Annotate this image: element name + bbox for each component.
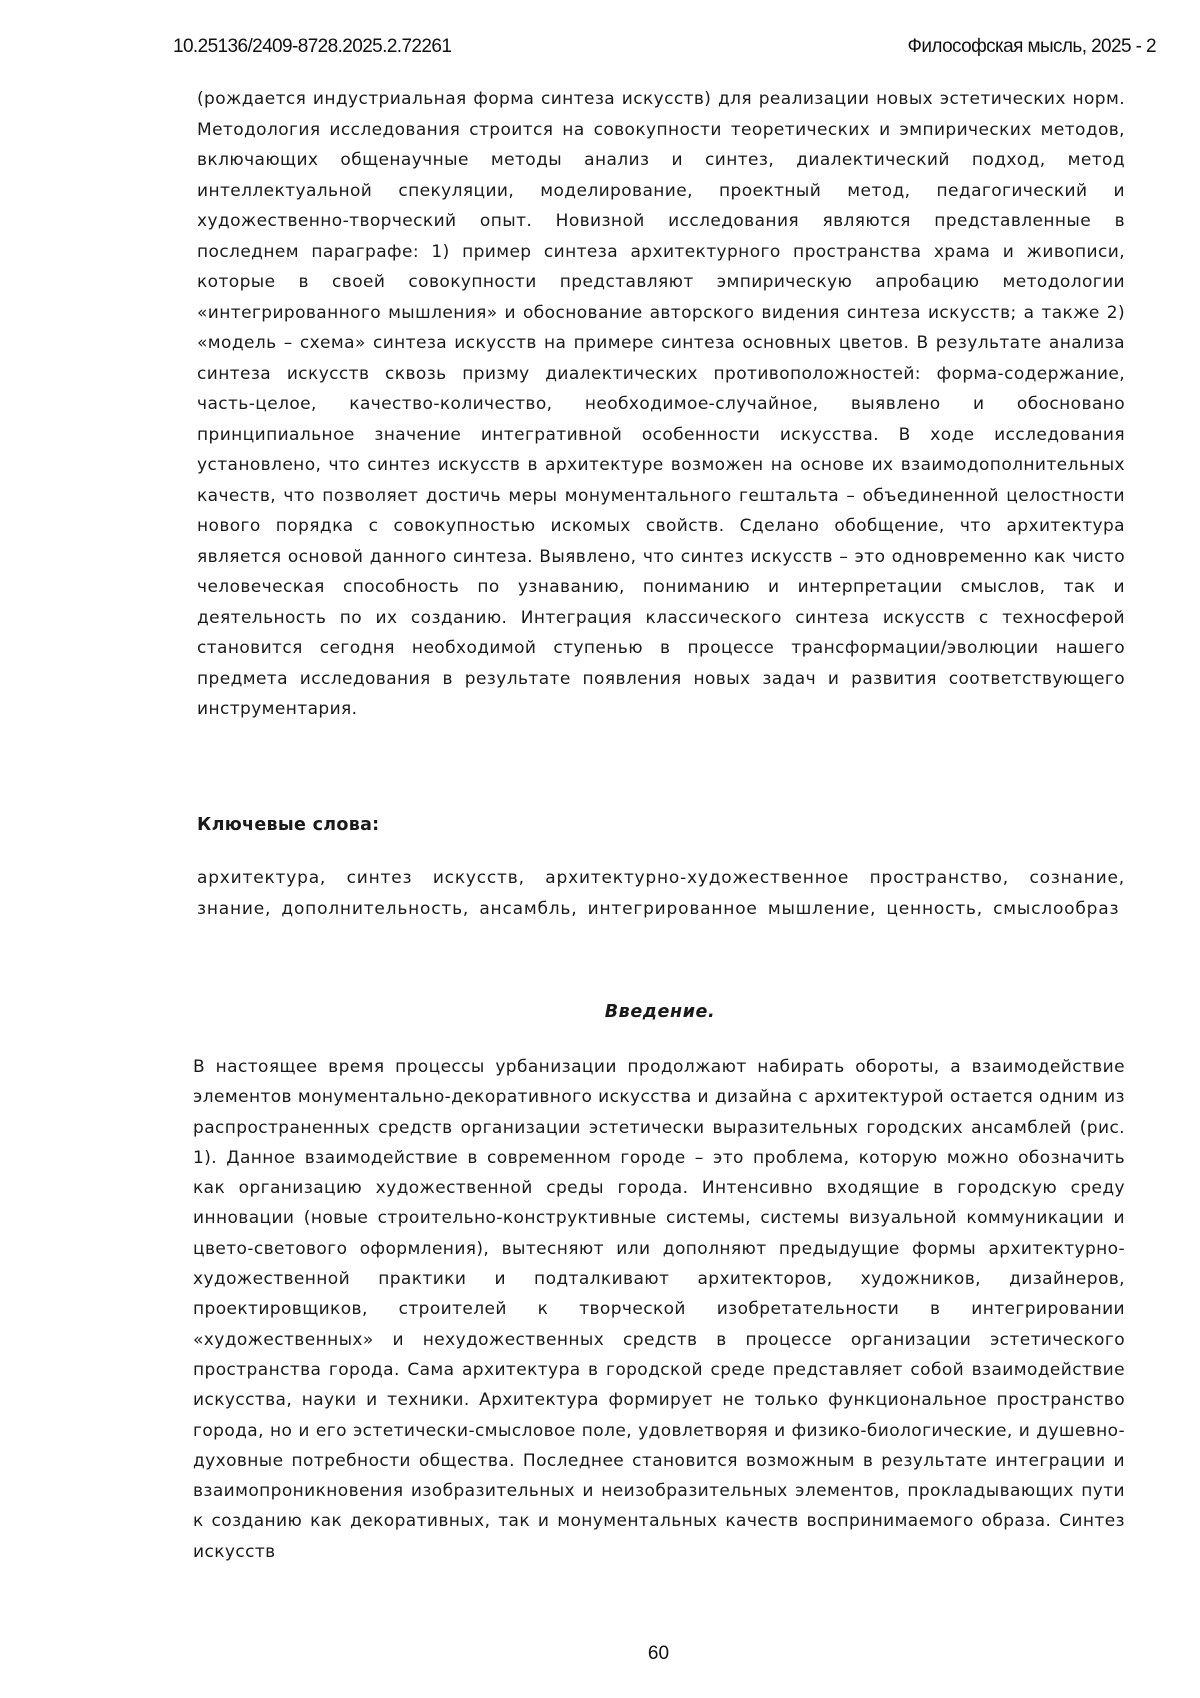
journal-header: Философская мысль, 2025 - 2 bbox=[907, 36, 1156, 57]
page-number: 60 bbox=[647, 1643, 670, 1664]
doi-header: 10.25136/2409-8728.2025.2.72261 bbox=[173, 36, 452, 57]
keywords-heading: Ключевые слова: bbox=[197, 815, 380, 835]
abstract-paragraph: (рождается индустриальная форма синтеза искусств) для реализации новых эстетических норм. Методология исследования строится на совокупности теоретических и эмпирических методов, включающих общенаучные методы анализ и синтез, диалектический подход, метод интеллектуальной спекуляции, моделирование, проектный метод, педагогический и художественно-творческий опыт. Новизной исследования являются представленные в последнем параграфе: 1) пример синтеза архитектурного пространства храма и живописи, которые в своей совокупности представляют эмпирическую апробацию методологии «интегрированного мышления» и обоснование авторского видения синтеза искусств; а также 2) «модель – схема» синтеза искусств на примере синтеза основных цветов. В результате анализа синтеза искусств сквозь призму диалектических противоположностей: форма-содержание, часть-целое, качество-количество, необходимое-случайное, выявлено и обосновано принципиальное значение интегративной особенности искусства. В ходе исследования установлено, что синтез искусств в архитектуре возможен на основе их взаимодополнительных качеств, что позволяет достичь меры монументального гештальта – объединенной целостности нового порядка с совокупностью искомых свойств. Сделано обобщение, что архитектура является основой данного синтеза. Выявлено, что синтез искусств – это одновременно как чисто человеческая способность по узнаванию, пониманию и интерпретации смыслов, так и деятельность по их созданию. Интеграция классического синтеза искусств с техносферой становится сегодня необходимой ступенью в процессе трансформации/эволюции нашего предмета исследования в результате появления новых задач и развития соответствующего инструментария. bbox=[197, 89, 1125, 719]
keywords-text: архитектура, синтез искусств, архитектурно-художественное пространство, сознание, знание, дополнительность, ансамбль, интегрированное мышление, ценность, смыслообраз bbox=[197, 868, 1125, 919]
introduction-paragraph: В настоящее время процессы урбанизации продолжают набирать обороты, а взаимодействие элементов монументально-декоративного искусства и дизайна с архитектурой остается одним из распространенных средств организации эстетически выразительных городских ансамблей (рис. 1). Данное взаимодействие в современном городе – это проблема, которую можно обозначить как организацию художественной среды города. Интенсивно входящие в городскую среду инновации (новые строительно-конструктивные системы, системы визуальной коммуникации и цвето-светового оформления), вытесняют или дополняют предыдущие формы архитектурно-художественной практики и подталкивают архитекторов, художников, дизайнеров, проектировщиков, строителей к творческой изобретательности в интегрировании «художественных» и нехудожественных средств в процессе организации эстетического пространства города. Сама архитектура в городской среде представляет собой взаимодействие искусства, науки и техники. Архитектура формирует не только функциональное пространство города, но и его эстетически-смысловое поле, удовлетворяя и физико-биологические, и душевно-духовные потребности общества. Последнее становится возможным в результате интеграции и взаимопроникновения изобразительных и неизобразительных элементов, прокладывающих пути к созданию как декоративных, так и монументальных качеств воспринимаемого образа. Синтез искусств bbox=[193, 1057, 1125, 1562]
section-title-introduction: Введение. bbox=[604, 1002, 716, 1022]
